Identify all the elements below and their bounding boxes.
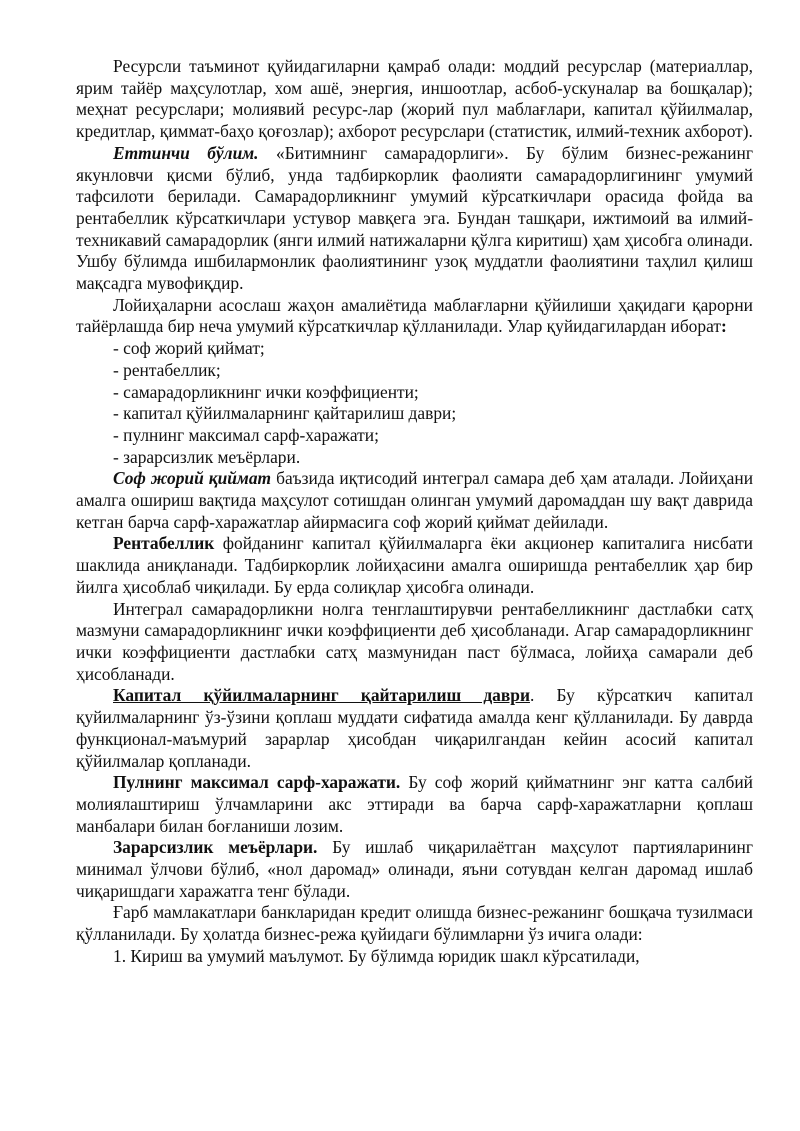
paragraph-western-banks (76, 902, 753, 945)
paragraph-break-even (76, 837, 753, 902)
term-heading: Рентабеллик (113, 533, 215, 554)
paragraph-text: Ғарб мамлакатлари банкларидан кредит олишда бизнес-режанинг бошқача тузилмаси қўлланилади. Бу ҳолатда бизнес-режа қуйидаги бўлимларни ўз ичига олади: (76, 902, 753, 945)
list-item: - зарарсизлик меъёрлари. (113, 446, 301, 467)
list-item: - соф жорий қиймат; (113, 338, 265, 359)
paragraph-text: баъзида иқтисодий интеграл самара деб ҳам аталади. Лойиҳани амалга ошириш вақтида маҳсулот сотишдан олинган умумий даромаддан шу вақт даврида кетган барча сарф-харажатлар айирмасига соф жорий қиймат дейилади. (76, 468, 753, 532)
paragraph-max-expenditure (76, 772, 753, 837)
list-item: - рентабеллик; (113, 359, 221, 380)
paragraph-text: Ресурсли таъминот қуйидагиларни қамраб олади: моддий ресурслар (материаллар, ярим тайёр маҳсулотлар, хом ашё, энергия, иншоотлар, асбоб-ускуналар ва бошқалар); меҳнат ресурслари; молиявий ресурс-лар (жорий пул маблағлари, капитал қўйилмалар, кредитлар, қиммат-баҳо қоғозлар); ахборот ресурслари (статистик, илмий-техник ахборот). (76, 56, 753, 142)
paragraph-resource-provision (76, 56, 753, 143)
term-heading: Пулнинг максимал сарф-харажати. (113, 772, 401, 793)
paragraph-text: фойданинг капитал қўйилмаларга ёки акционер капиталига нисбати шаклида аниқланади. Тадбиркорлик лойиҳасини амалга оширишда рентабеллик ҳар бир йилга ҳисоблаб чиқилади. Бу ерда солиқлар ҳисобга олинади. (76, 533, 753, 597)
paragraph-section-seven (76, 143, 753, 295)
paragraph-text: Лойиҳаларни асослаш жаҳон амалиётида маблағларни қўйилиши ҳақидаги қарорни тайёрлашда бир неча умумий кўрсаткичлар қўлланилади. Улар қуйидагилардан иборат (76, 294, 753, 337)
term-heading: Зарарсизлик меъёрлари. (113, 837, 318, 858)
section-heading: Еттинчи бўлим. (113, 142, 259, 163)
list-item: - пулнинг максимал сарф-харажати; (113, 424, 379, 445)
paragraph-text: «Битимнинг самарадорлиги». Бу бўлим бизнес-режанинг якунловчи қисми бўлиб, унда тадбиркорлик фаолияти самарадорлигининг умумий тафсилоти берилади. Самарадорликнинг умумий кўрсаткичлари орасида фойда ва рентабеллик кўрсаткичлари устувор мавқега эга. Бундан ташқари, ижтимоий ва илмий-техникавий самарадорлик (янги илмий натижаларни қўлга киритиш) ҳам ҳисобга олинади. Ушбу бўлимда ишбилармонлик фаолиятининг узоқ муддатли фаолиятини таҳлил қилиш мақсадга мувофиқдир. (76, 142, 753, 294)
paragraph-text: Интеграл самарадорликни нолга тенглаштирувчи рентабелликнинг дастлабки сатҳ мазмуни самарадорликнинг ички коэффициенти деб ҳисобланади. Агар самарадорликнинг ички коэффициенти дастлабки сатҳ мазмунидан паст бўлмаса, лойиҳа самарали деб ҳисобланади. (76, 598, 753, 684)
term-heading: Капитал қўйилмаларнинг қайтарилиш даври (113, 685, 530, 706)
indicator-list (76, 338, 753, 468)
list-item: - капитал қўйилмаларнинг қайтарилиш даври; (113, 403, 457, 424)
term-heading: Соф жорий қиймат (113, 468, 272, 489)
list-item: - самарадорликнинг ички коэффициенти; (113, 381, 419, 402)
paragraph-text: Бу ишлаб чиқарилаётган маҳсулот партияларининг минимал ўлчови бўлиб, «нол даромад» олинади, яъни сотувдан келган даромад ишлаб чиқаришдаги харажатга тенг бўлади. (76, 837, 753, 901)
paragraph-text: Бу соф жорий қийматнинг энг катта салбий молиялаштириш ўлчамларини акс эттиради ва барча сарф-харажатларни қоплаш манбалари билан боғланиши лозим. (76, 772, 753, 836)
paragraph-introduction-item (76, 946, 753, 968)
paragraph-text: . Бу кўрсаткич капитал қуйилмаларнинг ўз-ўзини қоплаш муддати сифатида амалда кенг қўлланилади. Бу даврда функционал-маъмурий зарарлар ҳисобдан чиқарилгандан кейин асосий капитал қўйилмалар қопланади. (76, 685, 753, 771)
paragraph-internal-rate (76, 599, 753, 686)
paragraph-payback-period (76, 685, 753, 772)
colon-mark: : (720, 316, 727, 337)
paragraph-text: 1. Кириш ва умумий маълумот. Бу бўлимда юридик шакл кўрсатилади, (113, 945, 640, 966)
paragraph-profitability (76, 533, 753, 598)
document-page (76, 56, 753, 968)
paragraph-net-present-value (76, 468, 753, 533)
paragraph-indicators-intro (76, 295, 753, 338)
